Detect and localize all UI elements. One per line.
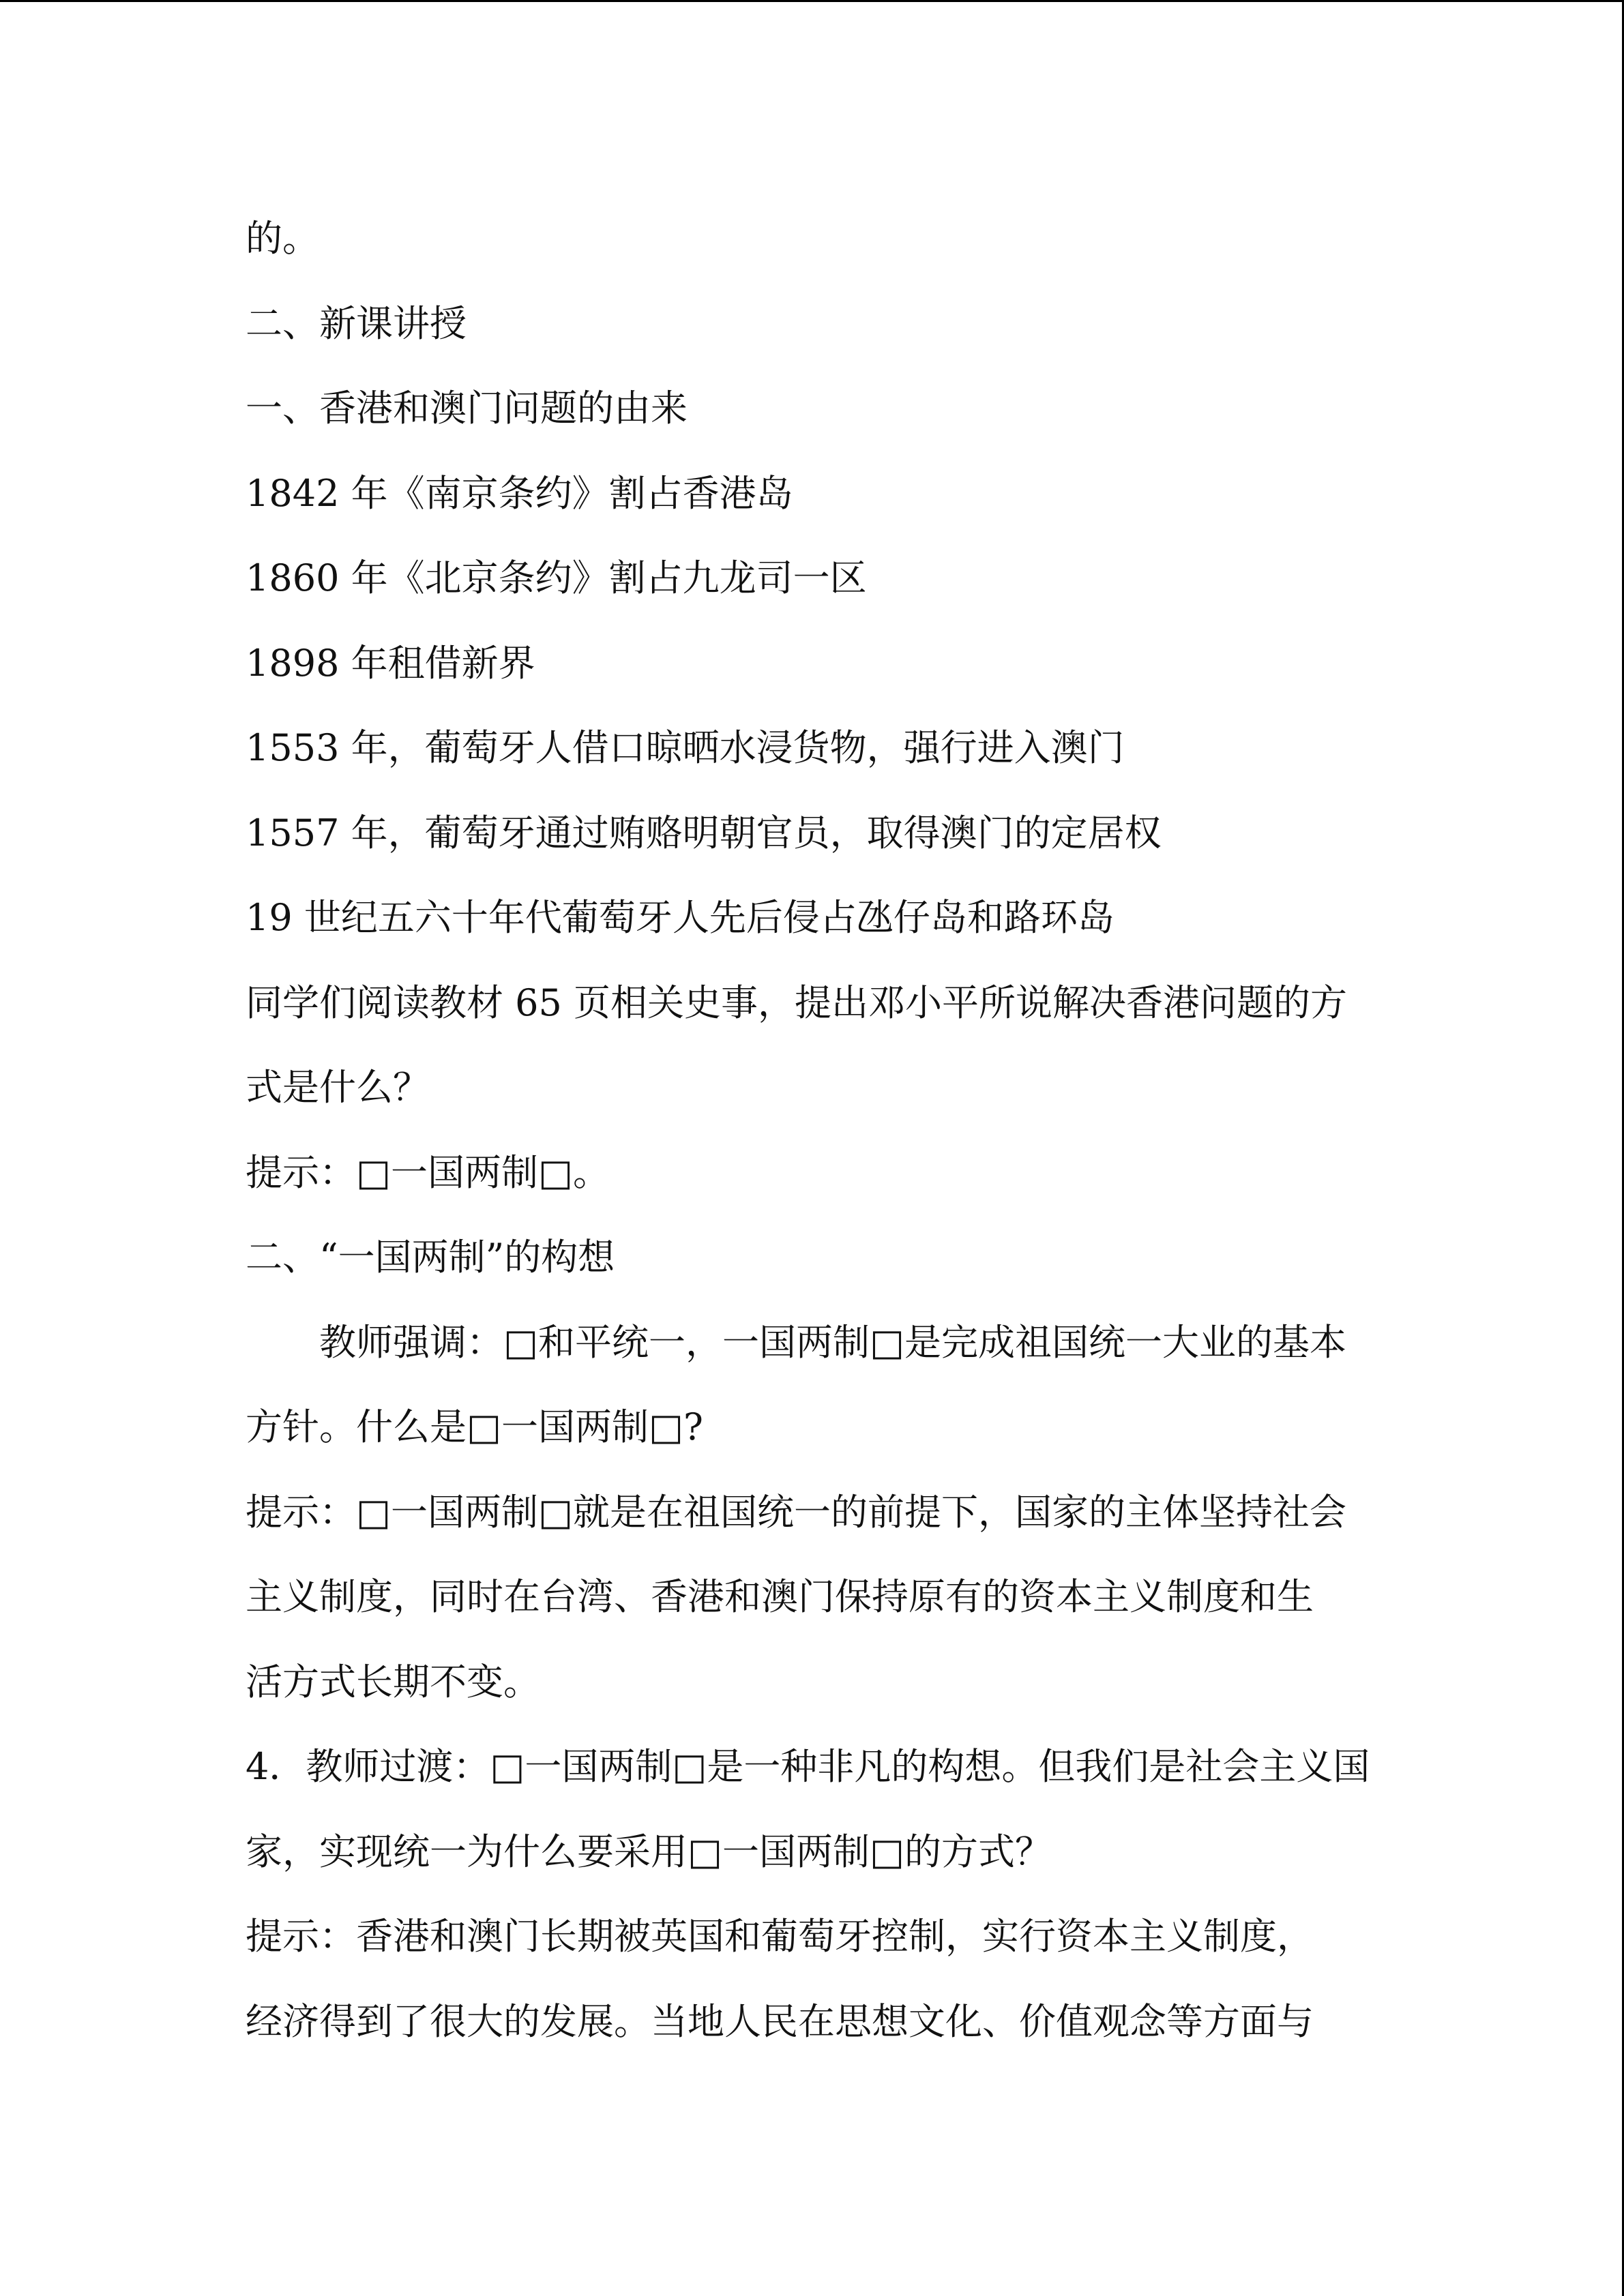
- document-body: [246, 210, 1378, 2078]
- text-line: 活方式长期不变。: [246, 1660, 540, 1703]
- text-line: 1553 年，葡萄牙人借口晾晒水浸货物，强行进入澳门: [246, 726, 1125, 769]
- text-line: 提示：□一国两制□就是在祖国统一的前提下，国家的主体坚持社会: [246, 1490, 1347, 1534]
- text-line: 19 世纪五六十年代葡萄牙人先后侵占氹仔岛和路环岛: [246, 896, 1114, 939]
- text-line: 方针。什么是□一国两制□?: [246, 1405, 703, 1448]
- text-line: 的。: [246, 217, 319, 260]
- text-line: 提示：香港和澳门长期被英国和葡萄牙控制，实行资本主义制度，: [246, 1915, 1314, 1958]
- text-line: 式是什么？: [246, 1066, 430, 1109]
- text-line: 教师强调：□和平统一，一国两制□是完成祖国统一大业的基本: [319, 1320, 1347, 1364]
- text-line: 1898 年租借新界: [246, 641, 535, 685]
- section-heading: 二、新课讲授: [246, 301, 467, 345]
- text-line: 1842 年《南京条约》割占香港岛: [246, 471, 793, 515]
- text-line: 家，实现统一为什么要采用□一国两制□的方式？: [246, 1830, 1052, 1873]
- section-heading: 一、香港和澳门问题的由来: [246, 387, 688, 430]
- text-line: 经济得到了很大的发展。当地人民在思想文化、价值观念等方面与: [246, 1999, 1314, 2043]
- text-line: 主义制度，同时在台湾、香港和澳门保持原有的资本主义制度和生: [246, 1575, 1314, 1618]
- text-line: 1860 年《北京条约》割占九龙司一区: [246, 556, 867, 599]
- text-line: 4．教师过渡：□一国两制□是一种非凡的构想。但我们是社会主义国: [246, 1745, 1370, 1788]
- text-line: 1557 年，葡萄牙通过贿赂明朝官员，取得澳门的定居权: [246, 811, 1162, 854]
- section-heading: 二、“一国两制”的构想: [246, 1236, 615, 1279]
- text-line: 提示：□一国两制□。: [246, 1150, 610, 1194]
- text-line: 同学们阅读教材 65 页相关史事，提出邓小平所说解决香港问题的方: [246, 981, 1348, 1024]
